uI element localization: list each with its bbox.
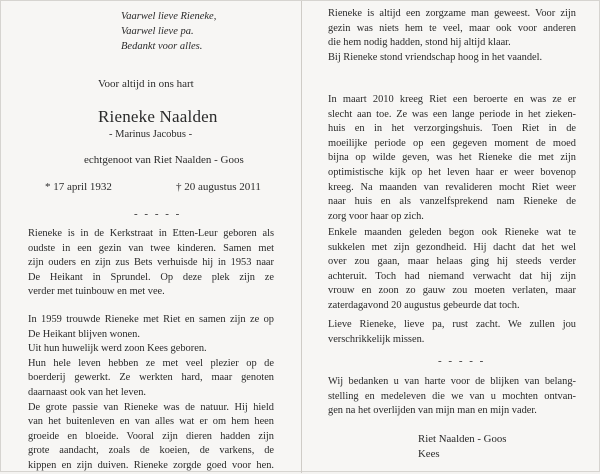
text-line: groeide en bloeide. Vooral zijn dieren hadden zijn <box>28 430 274 442</box>
farewell-poem <box>121 9 216 54</box>
farewell-paragraph <box>328 318 576 347</box>
fold-line <box>301 1 302 473</box>
text-line: bijna op wilde geven, was het Rieneke die met zijn <box>328 152 576 164</box>
text-line: Lieve Rieneke, lieve pa, rust zacht. We zullen jou <box>328 319 576 330</box>
text-line: vrouw en zoon zo gauw zou moeten verlaten, maar <box>328 285 576 297</box>
text-line: slecht aan toe. Ze was een lange periode in het zieken- <box>328 108 576 120</box>
text-line: achteruit. Toch had niemand verwacht dat hij zijn <box>328 270 576 282</box>
birth-date: * 17 april 1932 <box>45 181 112 193</box>
separator: - - - - - <box>134 208 182 220</box>
text-line: naar huis en als vanzelfsprekend nam Rieneke de <box>328 196 576 208</box>
separator: - - - - - <box>438 355 486 367</box>
full-name: - Marinus Jacobus - <box>109 129 193 140</box>
life-paragraph <box>28 227 274 300</box>
text-line: De Heikant in Sprundel. Op deze plek zijn ze <box>28 271 274 283</box>
text-line: daarnaast ook van het leven. <box>28 386 147 398</box>
text-line: Uit hun huwelijk werd zoon Kees geboren. <box>28 343 207 355</box>
text-line: Bij Rieneke stond vriendschap hoog in het vaandel. <box>328 51 543 63</box>
marriage-paragraph <box>28 313 274 474</box>
text-line: In maart 2010 kreeg Riet een beroerte en was ze er <box>328 94 576 105</box>
illness-paragraph <box>328 93 576 224</box>
text-line: Wij bedanken u van harte voor de blijken van belang- <box>328 376 576 387</box>
spouse-line: echtgenoot van Riet Naalden - Goos <box>84 154 244 166</box>
text-line: In 1959 trouwde Rieneke met Riet en samen zijn ze op <box>28 314 274 325</box>
text-line: optimistische kijk op het leven haar er weer bovenop <box>328 166 576 178</box>
signature-line: Riet Naalden - Goos <box>418 433 507 445</box>
text-line: gezin was niets hem te veel, maar ook voor anderen <box>328 22 576 34</box>
text-line: kippen en zijn duiven. Rieneke zorgde goed voor hen. <box>28 459 274 471</box>
text-line: die hem nodig hadden, stond hij altijd klaar. <box>328 37 511 49</box>
poem-line: Vaarwel lieve Rieneke, <box>121 11 217 22</box>
signatures <box>418 432 506 462</box>
text-line: over zou gaan, maar helaas ging hij steeds verder <box>328 256 576 268</box>
thanks-paragraph <box>328 375 576 419</box>
text-line: verschrikkelijk missen. <box>328 333 425 345</box>
text-line: gen na het overlijden van mijn man en mijn vader. <box>328 405 537 417</box>
text-line: zorg voor haar op zich. <box>328 210 424 222</box>
text-line: Enkele maanden geleden begon ook Rieneke wat te <box>328 227 576 238</box>
deceased-name: Rieneke Naalden <box>98 107 218 126</box>
text-line: Hun hele leven hebben ze met veel plezier op de <box>28 357 274 369</box>
text-line: van het buitenleven en van alles wat er om hem heen <box>28 416 274 428</box>
text-line: moeilijke periode op een gegeven moment de moed <box>328 137 576 149</box>
signature-line: Kees <box>418 448 440 460</box>
text-line: Rieneke is in de Kerkstraat in Etten-Leur geboren als <box>28 228 274 239</box>
text-line: sukkelen met zijn gezondheid. Hij dacht dat het wel <box>328 241 576 253</box>
poem-line: Vaarwel lieve pa. <box>121 26 194 37</box>
decline-paragraph <box>328 226 576 314</box>
text-line: huis en in het verzorgingshuis. Toen Riet in de <box>328 123 576 135</box>
text-line: kreeg. Na maanden van revalideren mocht Riet weer <box>328 181 576 193</box>
motto: Voor altijd in ons hart <box>98 78 194 90</box>
text-line: Rieneke is altijd een zorgzame man geweest. Voor zijn <box>328 8 576 19</box>
death-date: † 20 augustus 2011 <box>176 181 261 193</box>
text-line: De grote passie van Rieneke was de natuur. Hij hield <box>28 401 274 413</box>
text-line: zaterdagavond 20 augustus gebeurde dat toch. <box>328 299 520 311</box>
text-line: grote aandacht, zoals de koeien, de varkens, de <box>28 445 274 457</box>
text-line: boerderij gewerkt. Ze werkten hard, maar genoten <box>28 372 274 384</box>
text-line: oudste in een gezin van twee kinderen. Samen met <box>28 242 274 254</box>
poem-line: Bedankt voor alles. <box>121 41 203 52</box>
text-line: De Heikant blijven wonen. <box>28 328 140 340</box>
character-paragraph <box>328 7 576 65</box>
text-line: stelling en medeleven die we van u mochten ontvan- <box>328 390 576 402</box>
text-line: verder met tuinbouw en met vee. <box>28 286 165 298</box>
text-line: zijn ouders en zijn zus Bets verhuisde hij in 1953 naar <box>28 257 274 269</box>
